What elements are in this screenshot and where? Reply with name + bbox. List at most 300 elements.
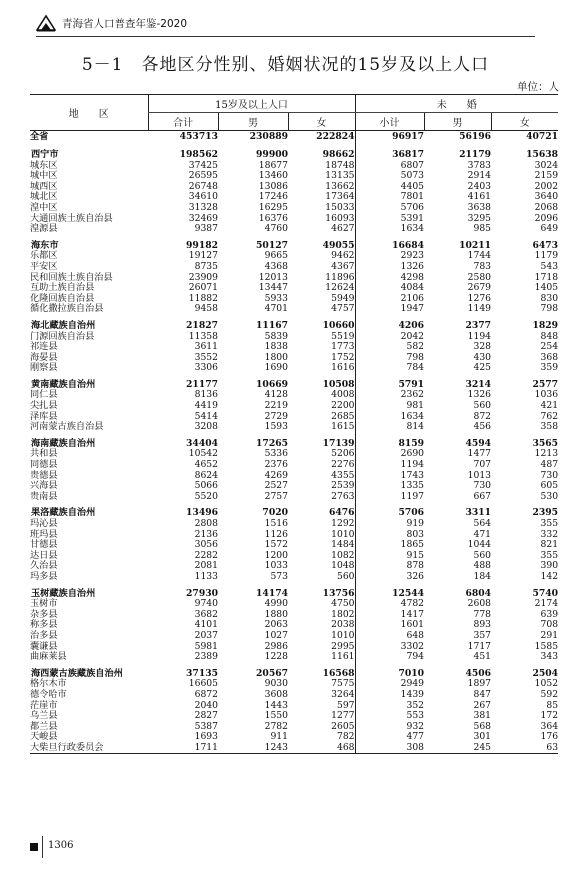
value-cell: 8159: [355, 439, 424, 450]
value-cell: 7801: [355, 192, 424, 203]
value-cell: 31328: [188, 201, 218, 213]
value-cell: 4701: [264, 303, 288, 315]
value-cell: 1601: [355, 620, 424, 631]
value-cell: 4161: [467, 191, 492, 203]
value-cell: 453713: [179, 131, 218, 143]
value-cell: 2037: [194, 629, 218, 641]
value-cell: 1228: [264, 651, 288, 663]
value-cell: 40721: [526, 131, 559, 143]
value-cell: 487: [540, 459, 559, 471]
value-cell: 872: [473, 410, 492, 422]
value-cell: 1634: [355, 224, 424, 235]
region-name: 班玛县: [30, 528, 58, 540]
value-cell: 8624: [194, 469, 218, 481]
value-cell: 328: [473, 341, 492, 353]
value-cell: 2136: [194, 528, 218, 540]
value-cell: 794: [355, 652, 424, 663]
value-cell: 3214: [465, 378, 492, 390]
value-cell: 5206: [331, 448, 355, 460]
table-row: [30, 492, 558, 503]
value-cell: 9458: [194, 303, 218, 315]
value-cell: 3638: [467, 201, 492, 213]
value-cell: 2362: [355, 390, 424, 401]
value-cell: 4405: [355, 182, 424, 193]
region-name: 湟中区: [30, 201, 58, 213]
value-cell: 1033: [264, 560, 288, 572]
value-cell: 6473: [532, 239, 559, 251]
value-cell: 10660: [322, 319, 355, 331]
value-cell: 639: [540, 608, 559, 620]
region-name: 乌兰县: [30, 710, 58, 722]
value-cell: 2504: [532, 667, 559, 679]
value-cell: 4594: [465, 437, 492, 449]
region-name: 兴海县: [30, 480, 58, 492]
unit-label: 单位：人: [517, 81, 559, 93]
value-cell: 2403: [467, 180, 492, 192]
value-cell: 37425: [188, 159, 218, 171]
value-cell: 560: [336, 570, 355, 582]
value-cell: 667: [473, 490, 492, 502]
value-cell: 6476: [328, 507, 355, 519]
running-header: [36, 12, 187, 34]
value-cell: 1477: [467, 448, 492, 460]
value-cell: 198562: [179, 149, 218, 160]
value-cell: 16568: [322, 667, 355, 679]
value-cell: 4782: [355, 599, 424, 610]
region-name: 都兰县: [30, 720, 58, 732]
region-name: 大通回族土族自治县: [30, 212, 113, 224]
table-row: [30, 224, 558, 235]
value-cell: 11358: [188, 330, 218, 342]
value-cell: 4298: [355, 273, 424, 284]
value-cell: 2577: [532, 378, 559, 390]
value-cell: 8735: [194, 260, 218, 272]
table-row: [30, 572, 558, 583]
value-cell: 352: [355, 701, 424, 712]
value-cell: 13086: [258, 180, 288, 192]
table-row: [30, 519, 558, 530]
value-cell: 15638: [526, 149, 559, 160]
value-cell: 4206: [355, 321, 424, 332]
value-cell: 543: [540, 260, 559, 272]
value-cell: 3295: [467, 212, 492, 224]
value-cell: 1634: [355, 412, 424, 423]
value-cell: 5949: [331, 292, 355, 304]
region-name: 西宁市: [31, 149, 59, 160]
value-cell: 368: [540, 351, 559, 363]
value-cell: 9740: [194, 598, 218, 610]
value-cell: 14174: [256, 587, 288, 599]
value-cell: 2389: [194, 651, 218, 663]
value-cell: 782: [336, 731, 355, 743]
value-cell: 9462: [331, 250, 355, 262]
group-header-15plus: 15岁及以上人口: [148, 95, 355, 113]
value-cell: 1052: [534, 678, 559, 690]
value-cell: 2679: [467, 282, 492, 294]
value-cell: 847: [473, 688, 492, 700]
value-cell: 451: [473, 651, 492, 663]
value-cell: 34404: [186, 437, 218, 449]
value-cell: 96917: [355, 131, 424, 145]
value-cell: 6807: [355, 161, 424, 172]
value-cell: 7010: [355, 669, 424, 680]
value-cell: 16376: [258, 212, 288, 224]
value-cell: 2527: [264, 480, 288, 492]
value-cell: 10542: [188, 448, 218, 460]
value-cell: 1865: [355, 540, 424, 551]
book-title: 青海省人口普查年鉴-2020: [62, 17, 188, 30]
region-name: 湟源县: [30, 223, 58, 235]
value-cell: 3608: [264, 688, 288, 700]
value-cell: 1711: [148, 743, 218, 754]
value-cell: 10211: [459, 239, 492, 251]
value-cell: 390: [540, 560, 559, 572]
value-cell: 2539: [331, 480, 355, 492]
value-cell: 5791: [355, 380, 424, 391]
region-name: 治多县: [30, 629, 58, 641]
value-cell: 2914: [467, 170, 492, 182]
col-header-unmarried-subtotal: 小计: [355, 113, 424, 131]
value-cell: 560: [473, 549, 492, 561]
value-cell: 1010: [331, 629, 355, 641]
footer-rule: [42, 836, 43, 858]
value-cell: 267: [473, 699, 492, 711]
region-name: 果洛藏族自治州: [31, 507, 96, 519]
value-cell: 4008: [331, 389, 355, 401]
region-name: 玛多县: [30, 570, 58, 582]
value-cell: 1417: [355, 610, 424, 621]
value-cell: 477: [355, 732, 424, 743]
value-cell: 21179: [459, 149, 492, 160]
region-name: 黄南藏族自治州: [31, 378, 96, 390]
value-cell: 8136: [194, 389, 218, 401]
value-cell: 2376: [264, 459, 288, 471]
value-cell: 291: [540, 629, 559, 641]
value-cell: 4990: [264, 598, 288, 610]
value-cell: 99900: [256, 149, 288, 160]
value-cell: 3056: [194, 539, 218, 551]
value-cell: 592: [540, 688, 559, 700]
value-cell: 2690: [355, 449, 424, 460]
value-cell: 13496: [186, 507, 218, 519]
value-cell: 1010: [331, 528, 355, 540]
col-header-unmarried-male: 男: [424, 113, 491, 131]
value-cell: 56196: [459, 131, 492, 143]
value-cell: 1743: [355, 471, 424, 482]
value-cell: 9387: [194, 223, 218, 235]
value-cell: 26071: [188, 282, 218, 294]
col-header-female: 女: [288, 113, 355, 131]
value-cell: 3311: [465, 507, 492, 519]
value-cell: 19127: [188, 250, 218, 262]
value-cell: 364: [540, 720, 559, 732]
value-cell: 343: [540, 651, 559, 663]
value-cell: 2763: [331, 490, 355, 502]
value-cell: 1082: [331, 549, 355, 561]
value-cell: 21177: [186, 378, 218, 390]
value-cell: 3302: [355, 642, 424, 653]
value-cell: 649: [540, 223, 559, 235]
region-name: 祁连县: [30, 341, 58, 353]
value-cell: 13756: [322, 587, 355, 599]
value-cell: 23909: [188, 271, 218, 283]
table-row: [30, 304, 558, 315]
value-cell: 1516: [264, 518, 288, 529]
value-cell: 2605: [331, 720, 355, 732]
value-cell: 1947: [355, 304, 424, 315]
value-cell: 3640: [534, 191, 559, 203]
value-cell: 1194: [355, 460, 424, 471]
value-cell: 878: [355, 561, 424, 572]
region-name: 门源回族自治县: [30, 330, 95, 342]
value-cell: 564: [473, 518, 492, 529]
table-row: [30, 262, 558, 273]
table-row: [30, 422, 558, 433]
value-cell: 430: [473, 351, 492, 363]
value-cell: 26595: [188, 170, 218, 182]
col-header-male: 男: [218, 113, 288, 131]
value-cell: 49055: [322, 239, 355, 251]
value-cell: 4419: [194, 400, 218, 412]
value-cell: 3024: [534, 159, 559, 171]
value-cell: 13447: [258, 282, 288, 294]
value-cell: 21827: [186, 319, 218, 331]
value-cell: 2200: [331, 400, 355, 412]
value-cell: 911: [270, 731, 288, 743]
region-name: 同德县: [30, 459, 58, 471]
value-cell: 10508: [322, 378, 355, 390]
value-cell: 27930: [186, 587, 218, 599]
value-cell: 648: [355, 631, 424, 642]
value-cell: 16295: [258, 201, 288, 213]
value-cell: 172: [540, 710, 559, 722]
value-cell: 5414: [194, 410, 218, 422]
value-cell: 2063: [264, 619, 288, 631]
value-cell: 893: [473, 619, 492, 631]
value-cell: 17364: [325, 191, 355, 203]
value-cell: 5706: [355, 203, 424, 214]
region-name: 久治县: [30, 560, 58, 572]
region-name: 全省: [30, 131, 49, 143]
value-cell: 4627: [331, 223, 355, 235]
value-cell: 63: [491, 743, 558, 754]
value-cell: 2608: [467, 598, 492, 610]
table-body: [30, 131, 558, 754]
value-cell: 12013: [258, 271, 288, 283]
value-cell: 222824: [316, 131, 355, 143]
value-cell: 919: [355, 519, 424, 530]
value-cell: 1133: [194, 570, 218, 582]
value-cell: 3552: [194, 351, 218, 363]
value-cell: 36817: [355, 150, 424, 161]
region-name: 囊谦县: [30, 640, 58, 652]
value-cell: 932: [355, 722, 424, 733]
value-cell: 230889: [249, 131, 288, 143]
value-cell: 2096: [534, 212, 559, 224]
value-cell: 26748: [188, 180, 218, 192]
value-cell: 1036: [534, 389, 559, 401]
value-cell: 4757: [331, 303, 355, 315]
value-cell: 11896: [325, 271, 355, 283]
value-cell: 560: [473, 400, 492, 412]
value-cell: 2729: [264, 410, 288, 422]
value-cell: 2580: [467, 271, 492, 283]
value-cell: 821: [540, 539, 559, 551]
value-cell: 1439: [355, 690, 424, 701]
value-cell: 1277: [331, 710, 355, 722]
value-cell: 5520: [194, 490, 218, 502]
value-cell: 4652: [194, 459, 218, 471]
region-name: 城西区: [30, 180, 58, 192]
value-cell: 5073: [355, 171, 424, 182]
value-cell: 730: [473, 480, 492, 492]
region-name: 尖扎县: [30, 400, 58, 412]
region-name: 达日县: [30, 549, 58, 561]
value-cell: 421: [540, 400, 559, 412]
value-cell: 16093: [325, 212, 355, 224]
value-cell: 814: [355, 422, 424, 433]
value-cell: 6872: [194, 688, 218, 700]
region-name: 化隆回族自治县: [30, 292, 95, 304]
value-cell: 1197: [355, 492, 424, 503]
value-cell: 2757: [264, 490, 288, 502]
value-cell: 708: [540, 619, 559, 631]
value-cell: 1802: [331, 608, 355, 620]
value-cell: 13662: [325, 180, 355, 192]
value-cell: 37135: [186, 667, 218, 679]
value-cell: 2219: [264, 400, 288, 412]
value-cell: 11167: [256, 319, 288, 331]
value-cell: 1752: [331, 351, 355, 363]
value-cell: 176: [540, 731, 559, 743]
value-cell: 5839: [264, 330, 288, 342]
region-name: 天峻县: [30, 731, 58, 743]
value-cell: 17139: [322, 437, 355, 449]
value-cell: 1200: [264, 549, 288, 561]
value-cell: 4084: [355, 283, 424, 294]
region-name: 同仁县: [30, 389, 58, 401]
value-cell: 981: [355, 401, 424, 412]
region-name: 贵德县: [30, 469, 58, 481]
region-name: 泽库县: [30, 410, 58, 422]
value-cell: 9030: [264, 678, 288, 690]
value-cell: 332: [540, 528, 559, 540]
value-cell: 1897: [467, 678, 492, 690]
region-name: 格尔木市: [30, 678, 67, 690]
value-cell: 456: [473, 421, 492, 433]
region-name: 互助土族自治县: [30, 282, 95, 294]
value-cell: 605: [540, 480, 559, 492]
value-cell: 1880: [264, 608, 288, 620]
value-cell: 1615: [331, 421, 355, 433]
region-name: 城中区: [30, 170, 58, 182]
region-name: 海西蒙古族藏族自治州: [31, 667, 123, 679]
value-cell: 5706: [355, 508, 424, 519]
value-cell: 730: [540, 469, 559, 481]
value-cell: 573: [270, 570, 288, 582]
table-row: [30, 363, 558, 374]
value-cell: 1044: [467, 539, 492, 551]
region-name: 城东区: [30, 159, 58, 171]
value-cell: 2685: [331, 410, 355, 422]
value-cell: 848: [540, 330, 559, 342]
region-name: 德令哈市: [30, 688, 67, 700]
value-cell: 1550: [264, 710, 288, 722]
value-cell: 184: [473, 570, 492, 582]
region-name: 共和县: [30, 448, 58, 460]
region-name: 循化撒拉族自治县: [30, 303, 104, 315]
region-name: 乐都区: [30, 250, 58, 262]
value-cell: 3208: [194, 421, 218, 433]
region-name: 海东市: [31, 239, 59, 251]
value-cell: 1718: [534, 271, 559, 283]
value-cell: 1443: [264, 699, 288, 711]
value-cell: 4368: [264, 260, 288, 272]
value-cell: 5740: [532, 587, 559, 599]
group-header-unmarried: 未 婚: [355, 95, 558, 113]
census-logo-icon: [36, 14, 56, 32]
region-name: 曲麻莱县: [30, 651, 67, 663]
value-cell: 803: [355, 530, 424, 541]
value-cell: 5066: [194, 480, 218, 492]
value-cell: 326: [355, 572, 424, 583]
value-cell: 18748: [325, 159, 355, 171]
value-cell: 2040: [194, 699, 218, 711]
table-row: [30, 131, 558, 145]
value-cell: 778: [473, 608, 492, 620]
region-name: 称多县: [30, 619, 58, 631]
value-cell: 10669: [256, 378, 288, 390]
value-cell: 5981: [194, 640, 218, 652]
value-cell: 2377: [465, 319, 492, 331]
value-cell: 357: [473, 629, 492, 641]
value-cell: 18677: [258, 159, 288, 171]
value-cell: 553: [355, 711, 424, 722]
value-cell: 2081: [194, 560, 218, 572]
value-cell: 16684: [355, 241, 424, 252]
value-cell: 358: [540, 421, 559, 433]
col-header-unmarried-female: 女: [491, 113, 558, 131]
value-cell: 32469: [188, 212, 218, 224]
footer-marker: [30, 843, 38, 851]
value-cell: 1572: [264, 539, 288, 551]
value-cell: 784: [355, 363, 424, 374]
value-cell: 50127: [256, 239, 288, 251]
region-name: 河南蒙古族自治县: [30, 421, 104, 433]
page-number: 1306: [48, 840, 74, 851]
value-cell: 15033: [325, 201, 355, 213]
value-cell: 4355: [331, 469, 355, 481]
value-cell: 3611: [194, 341, 218, 353]
value-cell: 915: [355, 551, 424, 562]
region-name: 城北区: [30, 191, 58, 203]
region-name: 海晏县: [30, 351, 58, 363]
value-cell: 798: [540, 303, 559, 315]
value-cell: 13135: [325, 170, 355, 182]
value-cell: 985: [473, 223, 492, 235]
value-cell: 1693: [194, 731, 218, 743]
value-cell: 3306: [194, 362, 218, 374]
value-cell: 34610: [188, 191, 218, 203]
value-cell: 425: [473, 362, 492, 374]
value-cell: 245: [424, 743, 491, 754]
value-cell: 1326: [467, 389, 492, 401]
value-cell: 5933: [264, 292, 288, 304]
value-cell: 830: [540, 292, 559, 304]
value-cell: 1292: [331, 518, 355, 529]
value-cell: 2038: [331, 619, 355, 631]
value-cell: 4367: [331, 260, 355, 272]
